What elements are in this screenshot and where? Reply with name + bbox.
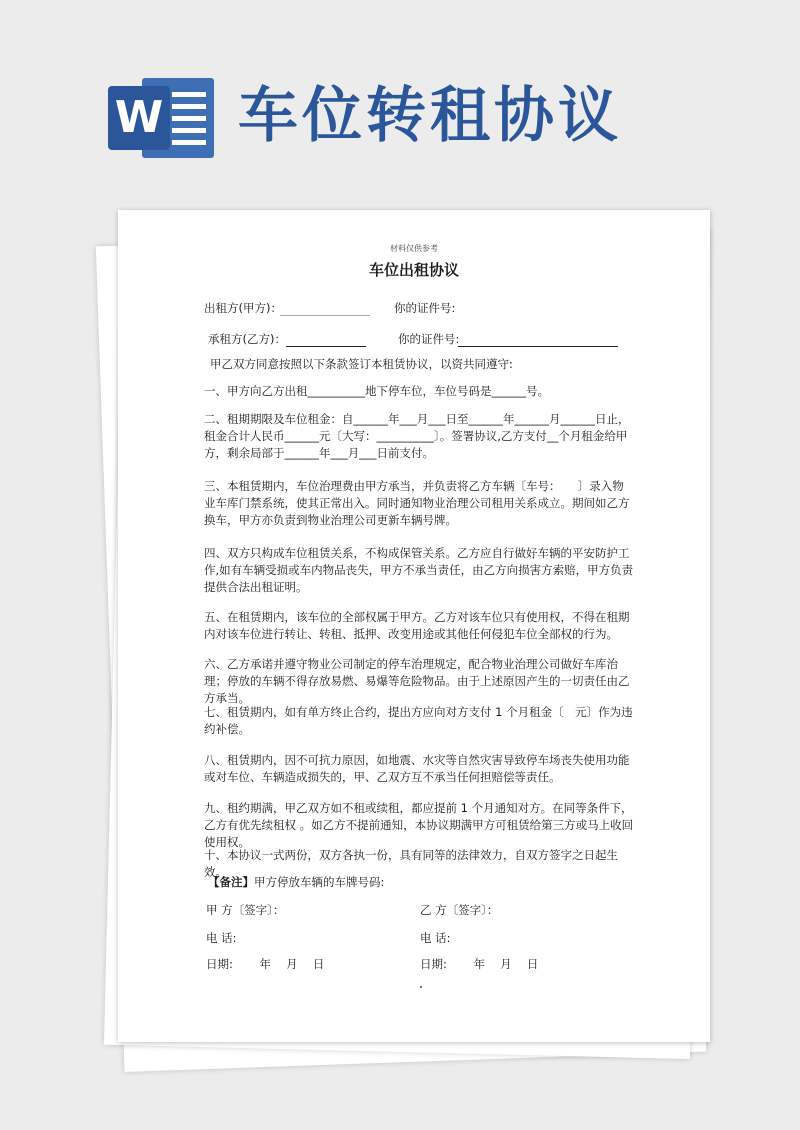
word-document-icon [108,78,214,158]
party-b-signature: 乙 方〔签字〕： [420,903,499,917]
clause-8: 八、租赁期内，因不可抗力原因，如地震、水灾等自然灾害导致停车场丧失使用功能或对车位、车辆造成损失的，甲、乙双方互不承当任何担赔偿等责任。 [204,753,630,784]
page-mark [420,986,422,988]
document-page [118,210,710,1042]
lessee-id-label: 你的证件号: [398,332,460,346]
clause-5: 五、在租赁期内，该车位的全部权属于甲方。乙方对该车位只有使用权，不得在租期内对该车位进行转让、转租、抵押、改变用途或其他任何侵犯车位全部权的行为。 [204,610,630,641]
clause-9: 九、租约期满，甲乙双方如不租或续租，都应提前 1 个月通知对方。在同等条件下，乙方有优先续租权 。如乙方不提前通知，本协议期满甲方可租赁给第三方或马上收回使用权。 [204,801,634,849]
clause-2: 二、租期期限及车位租金：自______年___月___日至______年______月______日止，租金合计人民币______元〔大写：__________〕。签署协议,乙方支付__个月租金给甲方，剩余局部于______年___月___日前支付。 [204,412,630,460]
word-logo-letter: W [108,86,170,150]
clause-3: 三、本租赁期内，车位治理费由甲方承当，并负责将乙方车辆〔车号： 〕录入物业车库门禁系统，使其正常出入。同时通知物业治理公司租用关系成立。期间如乙方换车，甲方亦负责到物业治理公司更新车辆号牌。 [204,479,630,527]
clause-6: 六、乙方承诺并遵守物业公司制定的停车治理规定，配合物业治理公司做好车库治理；停放的车辆不得存放易燃、易爆等危险物品。由于上述原因产生的一切责任由乙方承当。 [204,657,630,705]
reference-note: 材料仅供参考 [390,244,438,253]
header-banner [0,0,800,200]
party-b-date: 日期: 年 月 日 [420,957,539,971]
intro-text: 甲乙双方同意按照以下条款签订本租赁协议，以资共同遵守: [210,357,513,371]
clause-7: 七、租赁期内，如有单方终止合约，提出方应向对方支付 1 个月租金〔 元〕作为违约补偿。 [204,705,633,736]
lessor-id-label: 你的证件号: [394,301,456,315]
document-title: 车位出租协议 [368,261,459,279]
banner-title: 车位转租协议 [238,81,622,151]
lessor-label: 出租方(甲方)： [204,301,282,315]
clause-10: 十、本协议一式两份，双方各执一份，具有同等的法律效力，自双方签字之日起生效。 [204,848,618,879]
note-text: 甲方停放车辆的车牌号码: [254,875,385,889]
party-a-phone: 电 话: [206,931,237,945]
lessee-underline [286,345,366,347]
clause-1: 一、甲方向乙方出租__________地下停车位，车位号码是______号。 [204,384,549,398]
lessor-underline [280,314,370,316]
lessee-label: 承租方(乙方)： [208,332,286,346]
party-a-signature: 甲 方〔签字〕： [206,903,285,917]
party-a-date: 日期: 年 月 日 [206,957,325,971]
clause-4: 四、双方只构成车位租赁关系，不构成保管关系。乙方应自行做好车辆的平安防护工作,如有车辆受损或车内物品丧失，甲方不承当责任，由乙方向损害方索赔，甲方负责提供合法出租证明。 [204,546,634,594]
lessee-id-underline [458,345,618,347]
note-label: 【备注】 [208,875,254,889]
party-b-phone: 电 话: [420,931,451,945]
